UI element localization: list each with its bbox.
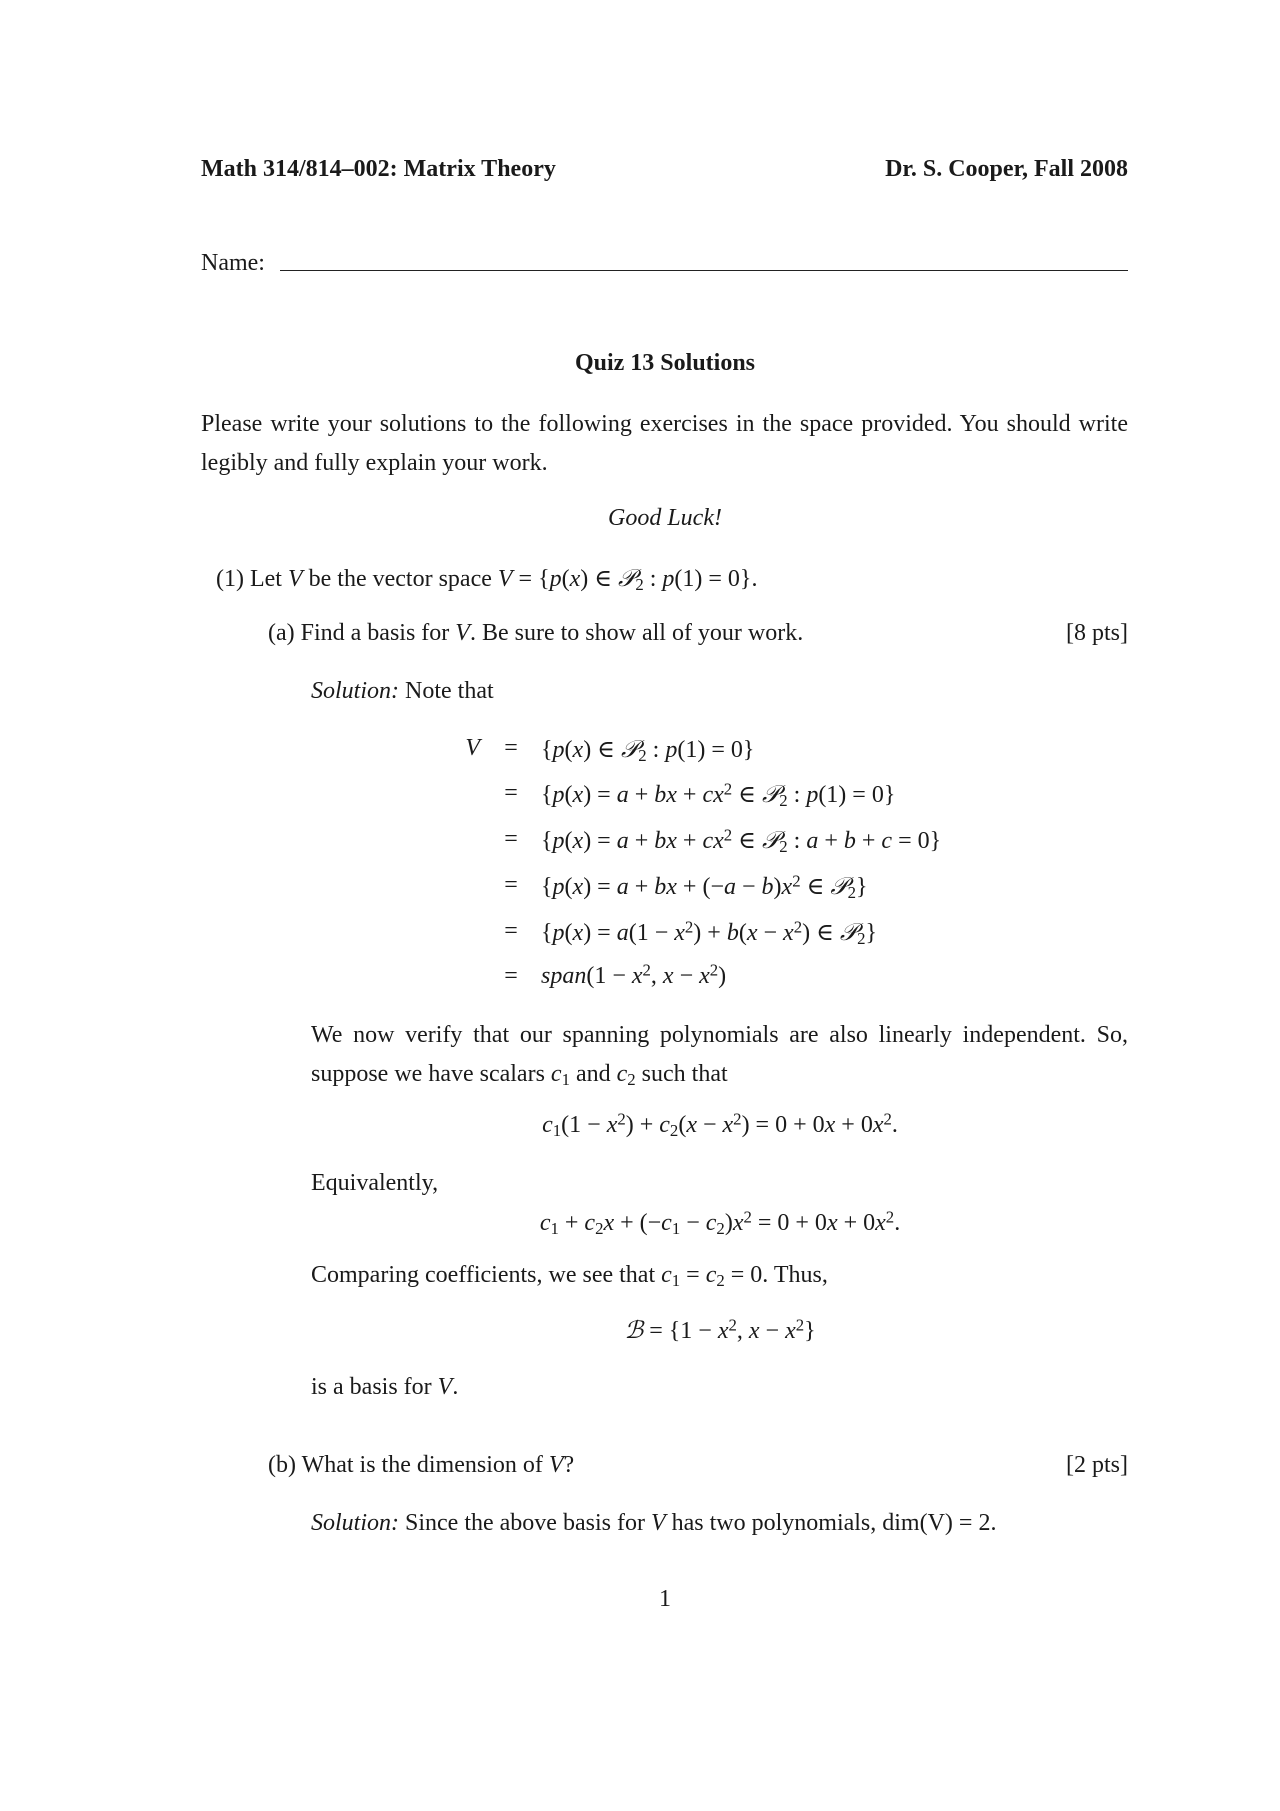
eq-row-3: {p(x) = a + bx + $cx^2$ ∈ 𝒫$_2$ : a + b + c = 0} [541,825,942,857]
eq-row-6: span(1 − $x^2$, $x - x^2$) [541,960,727,989]
equivalently-text: Equivalently, [311,1170,439,1196]
eq-row-1: {p(x) ∈ 𝒫$_2$ : p(1) = 0} [541,735,755,766]
instructions: Please write your solutions to the following exercises in the space provided. You should write legibly and fully explain your work. [201,411,1128,476]
eq-row-2: {p(x) = a + bx + $cx^2$ ∈ 𝒫$_2$ : p(1) = 0} [541,779,896,811]
part-a-question: (a) Find a basis for V. Be sure to show all of your work. [268,620,804,646]
eq-row-4: {p(x) = a + bx + $(-a - b)x^2$ ∈ 𝒫$_2$} [541,871,868,903]
basis-conclusion: is a basis for V. [311,1374,459,1400]
part-a-solution-intro: Solution: Note that [311,678,494,704]
problem-1-mid: be the vector space [308,566,492,592]
page-number: 1 [659,1586,671,1612]
part-b-solution: Solution: Since the above basis for V has two polynomials, dim(V) = 2. [311,1510,997,1536]
dimension-value: dim(V) = 2. [882,1510,997,1536]
problem-1-statement: (1) Let V be the vector space V = {p(x) ∈ 𝒫$_2$ : p(1) = 0}. [216,564,758,595]
part-a-prefix: Find a basis for [300,620,450,646]
name-line [280,270,1128,271]
comparing-text: Comparing coefficients, we see that $c_1 = c_2 = 0$. Thus, [311,1262,828,1291]
solution-label: Solution: [311,678,399,704]
part-a-points: [8 pts] [1066,620,1128,646]
part-a-suffix: . Be sure to show all of your work. [469,620,804,646]
instructor-term: Dr. S. Cooper, Fall 2008 [885,156,1128,182]
course-title: Math 314/814–002: Matrix Theory [201,156,556,182]
basis-equation: ℬ = {$1 - x^2$, $x - x^2$} [624,1315,816,1344]
quiz-title: Quiz 13 Solutions [574,350,756,376]
eq-lhs: V [465,735,480,761]
problem-1-number: (1) [216,566,244,592]
part-a-label: (a) [268,620,295,646]
good-luck: Good Luck! [608,505,722,531]
eq-row-5: {$p(x) = a(1 - x^2) + b(x - x^2)$ ∈ 𝒫$_2$} [541,917,878,949]
name-label: Name: [201,250,265,276]
verify-paragraph: We now verify that our spanning polynomials are also linearly independent. So, suppose we have scalars $c_1$ and $c_2$ such that [311,1022,1128,1090]
problem-1-prefix: Let [249,566,282,592]
part-b-question: (b) What is the dimension of V? [268,1452,575,1478]
display-equation-2: $c_1 + c_2x + (-c_1 - c_2)x^2 = 0 + 0x + 0x^2$. [539,1207,901,1239]
display-equation-1: $c_1(1 - x^2) + c_2(x - x^2) = 0 + 0x + 0x^2$. [542,1109,898,1141]
part-b-label: (b) [268,1452,296,1478]
part-b-points: [2 pts] [1066,1452,1128,1478]
